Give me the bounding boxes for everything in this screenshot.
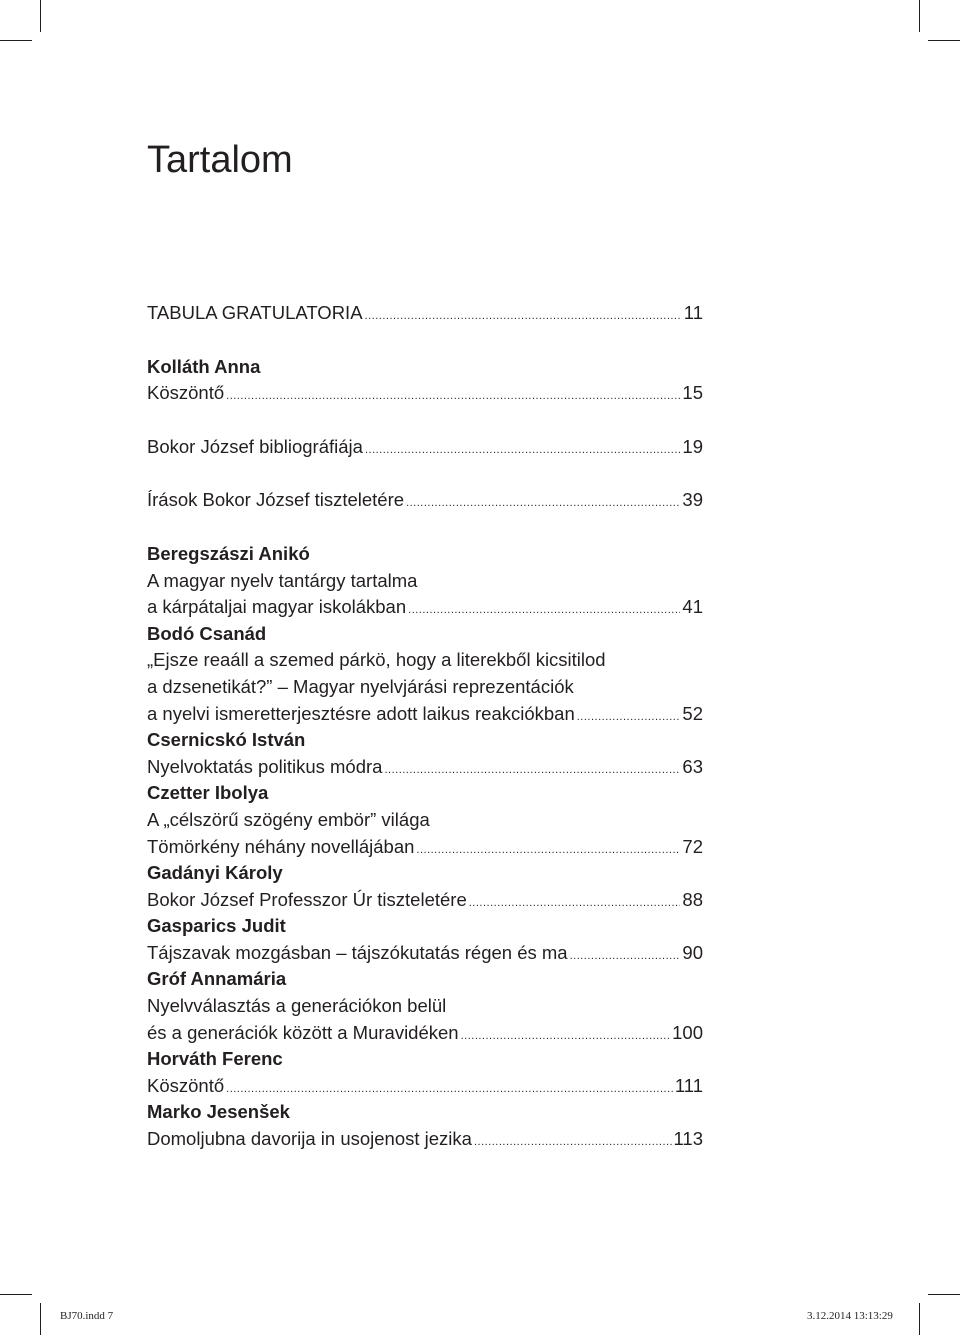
page-title: Tartalom xyxy=(147,139,293,181)
dot-leader xyxy=(408,597,680,621)
toc-entry-title: Írások Bokor József tiszteletére xyxy=(147,489,405,511)
toc-page-number: 88 xyxy=(682,888,703,910)
toc-title-line: Nyelvválasztás a generációkon belül xyxy=(147,995,447,1017)
toc-entry-title: és a generációk között a Muravidéken xyxy=(147,1021,459,1043)
dot-leader xyxy=(365,437,680,461)
toc-page-number: 52 xyxy=(682,702,703,724)
toc-entry xyxy=(147,1126,703,1153)
toc-page-number: 63 xyxy=(682,755,703,777)
crop-mark-top-right-vertical xyxy=(919,0,920,32)
crop-mark-top-right-horizontal xyxy=(928,40,960,41)
dot-leader xyxy=(226,383,680,407)
crop-mark-bottom-right-horizontal xyxy=(928,1294,960,1295)
toc-page-number: 41 xyxy=(682,596,703,618)
toc-page-number: 72 xyxy=(682,835,703,857)
toc-author-name: Czetter Ibolya xyxy=(147,782,269,804)
toc-entry-title: a kárpátaljai magyar iskolákban xyxy=(147,596,407,618)
crop-mark-bottom-right-vertical xyxy=(919,1303,920,1335)
toc-entry xyxy=(147,487,703,514)
footer-timestamp: 3.12.2014 13:13:29 xyxy=(807,1310,893,1322)
dot-leader xyxy=(474,1129,672,1153)
crop-mark-top-left-vertical xyxy=(40,0,41,32)
crop-mark-bottom-left-vertical xyxy=(40,1303,41,1335)
toc-entry xyxy=(147,434,703,461)
dot-leader xyxy=(416,837,680,861)
toc-entry xyxy=(147,701,703,728)
dot-leader xyxy=(406,490,680,514)
toc-page-number: 100 xyxy=(672,1021,703,1043)
dot-leader xyxy=(570,943,681,967)
toc-author-name: Gadányi Károly xyxy=(147,862,283,884)
toc-entry-title: Tömörkény néhány novellájában xyxy=(147,835,415,857)
toc-entry xyxy=(147,940,703,967)
dot-leader xyxy=(226,1076,673,1100)
toc-entry-title: Domoljubna davorija in usojenost jezika xyxy=(147,1128,472,1150)
dot-leader xyxy=(469,890,681,914)
toc-author-name: Bodó Csanád xyxy=(147,622,267,644)
toc-title-line: A magyar nyelv tantárgy tartalma xyxy=(147,569,418,591)
dot-leader xyxy=(577,704,681,728)
toc-author-name: Csernicskó István xyxy=(147,729,306,751)
toc-entry-title: Köszöntő xyxy=(147,1074,225,1096)
toc-author-name: Gasparics Judit xyxy=(147,915,286,937)
toc-entry xyxy=(147,300,703,327)
footer-file-label: BJ70.indd 7 xyxy=(60,1310,114,1322)
toc-entry xyxy=(147,754,703,781)
toc-entry xyxy=(147,834,703,861)
crop-mark-bottom-left-horizontal xyxy=(0,1294,32,1295)
crop-mark-top-left-horizontal xyxy=(0,40,32,41)
toc-page-number: 90 xyxy=(682,941,703,963)
toc-entry-title: Bokor József Professzor Úr tiszteletére xyxy=(147,888,467,910)
table-of-contents xyxy=(147,300,703,1153)
toc-entry-title: Nyelvoktatás politikus módra xyxy=(147,755,383,777)
toc-entry xyxy=(147,1073,703,1100)
toc-entry xyxy=(147,380,703,407)
toc-entry-title: Tájszavak mozgásban – tájszókutatás régen és ma xyxy=(147,941,568,963)
toc-page-number: 19 xyxy=(682,435,703,457)
toc-page-number: 113 xyxy=(673,1128,703,1150)
dot-leader xyxy=(365,303,682,327)
toc-page-number: 111 xyxy=(674,1074,703,1096)
toc-entry-title: Bokor József bibliográfiája xyxy=(147,435,363,457)
toc-author-name: Kolláth Anna xyxy=(147,355,261,377)
dot-leader xyxy=(384,757,680,781)
toc-entry-title: a nyelvi ismeretterjesztésre adott laikus reakciókban xyxy=(147,702,575,724)
toc-title-line: „Ejsze reaáll a szemed párkö, hogy a literekből kicsitilod xyxy=(147,649,606,671)
toc-title-line: A „célszörű szögény embör” világa xyxy=(147,808,430,830)
toc-page-number: 39 xyxy=(682,489,703,511)
dot-leader xyxy=(461,1023,671,1047)
toc-page-number: 11 xyxy=(683,302,703,323)
toc-page-number: 15 xyxy=(682,382,703,404)
toc-entry-title: Köszöntő xyxy=(147,382,225,404)
toc-entry-title: TABULA GRATULATORIA xyxy=(147,302,363,323)
toc-author-name: Horváth Ferenc xyxy=(147,1048,283,1070)
toc-author-name: Beregszászi Anikó xyxy=(147,542,310,564)
toc-entry xyxy=(147,594,703,621)
toc-author-name: Gróf Annamária xyxy=(147,968,287,990)
toc-entry xyxy=(147,887,703,914)
toc-entry xyxy=(147,1020,703,1047)
toc-title-line: a dzsenetikát?” – Magyar nyelvjárási reprezentációk xyxy=(147,675,574,697)
toc-author-name: Marko Jesenšek xyxy=(147,1101,290,1123)
